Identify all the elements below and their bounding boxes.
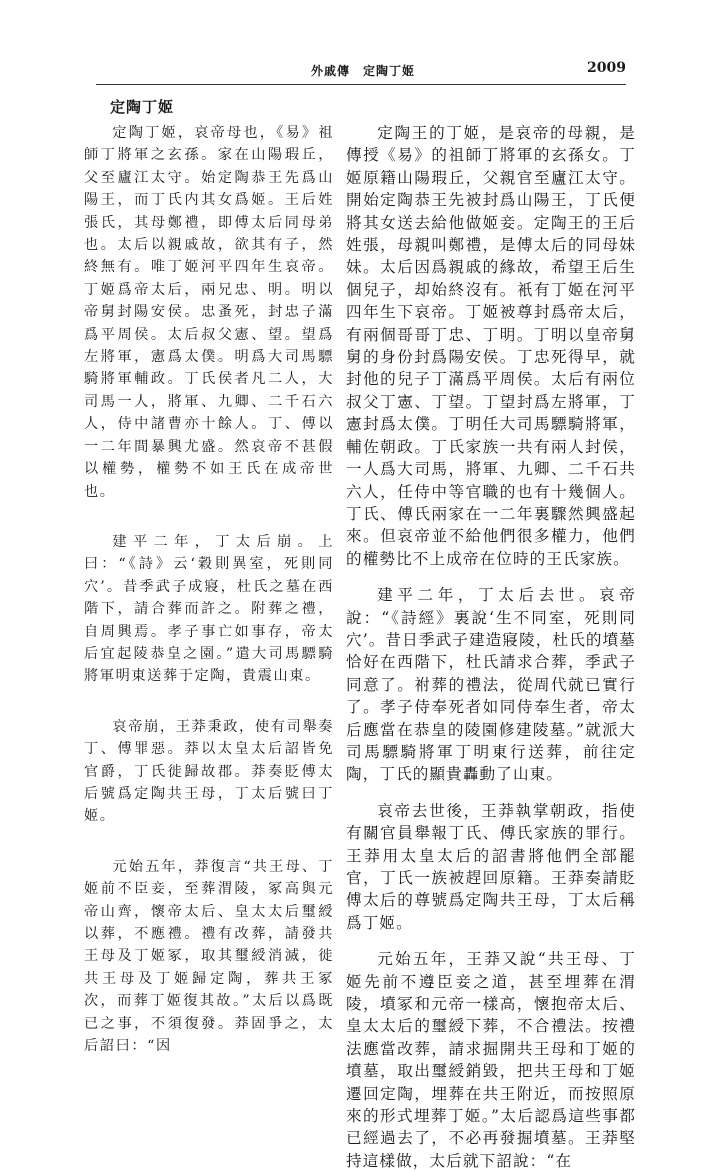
running-header: [96, 60, 626, 82]
classical-paragraph: 元始五年，莽復言“共王母、丁姬前不臣妾，至葬渭陵，冢高與元帝山齊，懷帝太后、皇太太后璽綬以葬，不應禮。禮有改葬，請發共王母及丁姬冢，取其璽綬消滅，徙共王母及丁姬歸定陶，葬共王冢次，而葬丁姬復其故。”太后以爲既已之事，不須復發。莽固爭之，太后詔曰：“因: [84, 858, 334, 1055]
page-number: 2009: [587, 60, 626, 76]
section-title: 定陶丁姬: [110, 98, 175, 116]
header-rule: [96, 84, 626, 85]
modern-translation-column: [346, 122, 636, 1172]
modern-paragraph: 哀帝去世後，王莽執掌朝政，指使有關官員舉報丁氏、傅氏家族的罪行。王莽用太皇太后的詔書將他們全部罷官，丁氏一族被趕回原籍。王莽奏請貶傅太后的尊號爲定陶共王母，丁太后稱爲丁姬。: [346, 801, 636, 932]
classical-paragraph: 建平二年，丁太后崩。上曰：“《詩》云‘穀則異室，死則同穴’。昔季武子成寢，杜氏之墓在西階下，請合葬而許之。附葬之禮，自周興焉。孝子事亡如事存，帝太后宜起陵恭皇之園。”遣大司馬驃騎將軍明東送葬于定陶，貴震山東。: [84, 533, 334, 685]
classical-text-column: [84, 122, 334, 1057]
classical-paragraph: 定陶丁姬，哀帝母也，《易》祖師丁將軍之玄孫。家在山陽瑕丘，父至廬江太守。始定陶恭王先爲山陽王，而丁氏内其女爲姬。王后姓張氏，其母鄭禮，即傅太后同母弟也。太后以親戚故，欲其有子，然終無有。唯丁姬河平四年生哀帝。丁姬爲帝太后，兩兄忠、明。明以帝舅封陽安侯。忠蚤死，封忠子滿爲平周侯。太后叔父憲、望。望爲左將軍，憲爲太僕。明爲大司馬驃騎將軍輔政。丁氏侯者凡二人，大司馬一人，將軍、九卿、二千石六人，侍中諸曹亦十餘人。丁、傅以一二年間暴興尤盛。然哀帝不甚假以權勢，權勢不如王氏在成帝世也。: [84, 125, 334, 500]
modern-paragraph: 元始五年，王莽又說“共王母、丁姬先前不遵臣妾之道，甚至埋葬在渭陵，墳冢和元帝一樣高，懷抱帝太后、皇太太后的璽綬下葬，不合禮法。按禮法應當改葬，請求掘開共王母和丁姬的墳墓，取出璽綬銷毀，把共王母和丁姬遷回定陶，埋葬在共王附近，而按照原來的形式埋葬丁姬。”太后認爲這些事都已經過去了，不必再發掘墳墓。王莽堅持這樣做，太后就下詔說：“在: [346, 950, 636, 1170]
running-header-title: 外戚傳 定陶丁姬: [311, 64, 416, 78]
modern-paragraph: 建平二年，丁太后去世。哀帝說：“《詩經》裏說‘生不同室，死則同穴’。昔日季武子建造寢陵，杜氏的墳墓恰好在西階下，杜氏請求合葬，季武子同意了。祔葬的禮法，從周代就已實行了。孝子侍奉死者如同侍奉生者，帝太后應當在恭皇的陵園修建陵墓。”就派大司馬驃騎將軍丁明東行送葬，前往定陶，丁氏的顯貴轟動了山東。: [346, 586, 636, 784]
modern-paragraph: 定陶王的丁姬，是哀帝的母親，是傳授《易》的祖師丁將軍的玄孫女。丁姬原籍山陽瑕丘，父親官至廬江太守。開始定陶恭王先被封爲山陽王，丁氏便將其女送去給他做姬妾。定陶王的王后姓張，母親叫鄭禮，是傅太后的同母妹妹。太后因爲親戚的緣故，希望王后生個兒子，却始終沒有。衹有丁姬在河平四年生下哀帝。丁姬被尊封爲帝太后，有兩個哥哥丁忠、丁明。丁明以皇帝舅舅的身份封爲陽安侯。丁忠死得早，就封他的兒子丁滿爲平周侯。太后有兩位叔父丁憲、丁望。丁望封爲左將軍，丁憲封爲太僕。丁明任大司馬驃騎將軍，輔佐朝政。丁氏家族一共有兩人封侯，一人爲大司馬，將軍、九卿、二千石共六人，任侍中等官職的也有十幾個人。丁氏、傅氏兩家在一二年裏驟然興盛起來。但哀帝並不給他們很多權力，他們的權勢比不上成帝在位時的王氏家族。: [346, 124, 636, 568]
classical-paragraph: 哀帝崩，王莽秉政，使有司舉奏丁、傅罪惡。莽以太皇太后詔皆免官爵，丁氏徙歸故郡。莽奏貶傅太后號爲定陶共王母，丁太后號曰丁姬。: [84, 718, 334, 825]
